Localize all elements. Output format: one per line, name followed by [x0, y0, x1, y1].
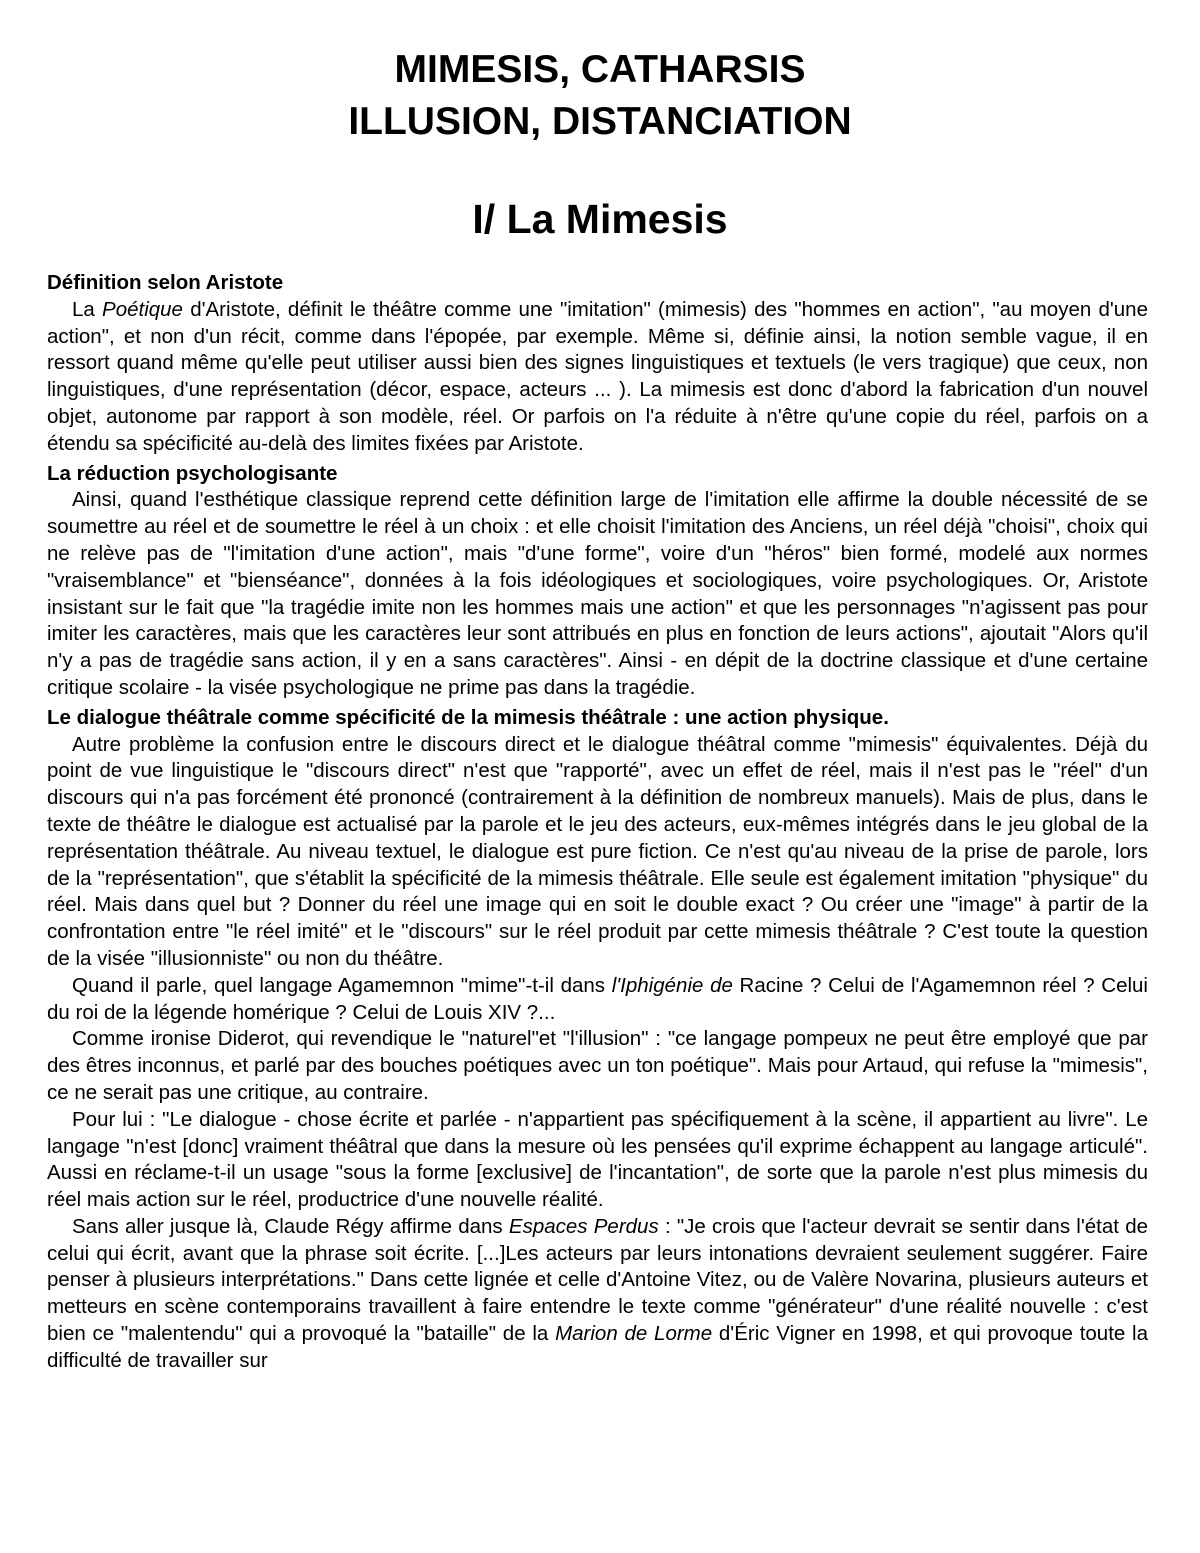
body-paragraph — [47, 1214, 1148, 1375]
paragraph-text: Pour lui : "Le dialogue - chose écrite et parlée - n'appartient pas spécifiquement à la scène, il appartient au livre". Le langage "n'est [donc] vraiment théâtral que dans la mesure où les pensées qu'il exprime échappent au langage articulé". Aussi en réclame-t-il un usage "sous la forme [exclusive] de l'incantation", de sorte que la parole n'est plus mimesis du réel mais action sur le réel, productrice d'une nouvelle réalité. — [47, 1107, 1148, 1212]
italic-title-text: Espaces Perdus — [508, 1214, 659, 1238]
title-line-2: ILLUSION, DISTANCIATION — [348, 100, 852, 143]
italic-title-text: l'Iphigénie de — [611, 973, 733, 997]
section-title: I/ La Mimesis — [472, 196, 728, 242]
subsection-heading: Définition selon Aristote — [47, 271, 284, 294]
subsection-heading: Le dialogue théâtrale comme spécificité de la mimesis théâtrale : une action physique. — [47, 705, 889, 729]
title-line-1: MIMESIS, CATHARSIS — [394, 48, 806, 91]
body-paragraph — [47, 1107, 1148, 1214]
body-paragraph — [47, 732, 1148, 973]
subsection-heading: La réduction psychologisante — [47, 461, 338, 485]
paragraph-text: : "Je crois que l'acteur devrait se sentir dans l'état de celui qui écrit, avant que la phrase soit écrite. [...]Les acteurs par leurs intonations devraient seulement suggérer. Faire penser à plusieurs interprétations." Dans cette lignée et celle d'Antoine Vitez, ou de Valère Novarina, plusieurs auteurs et metteurs en scène contemporains travaillent à faire entendre le texte comme "générateur" d'une réalité nouvelle : c'est bien ce "malentendu" qui a provoqué la "bataille" de la — [47, 1214, 1148, 1346]
paragraph-text: d'Aristote, définit le théâtre comme une "imitation" (mimesis) des "hommes en action", "au moyen d'une action", et non d'un récit, comme dans l'épopée, par exemple. Même si, définie ainsi, la notion semble vague, il en ressort quand même qu'elle peut utiliser aussi bien des signes linguistiques et textuels (le vers tragique) que ceux, non linguistiques, d'une représentation (décor, espace, acteurs ... ). La mimesis est donc d'abord la fabrication d'un nouvel objet, autonome par rapport à son modèle, réel. Or parfois on l'a réduite à n'être qu'une copie du réel, parfois on a étendu sa spécificité au-delà des limites fixées par Aristote. — [47, 297, 1148, 455]
paragraph-text: Comme ironise Diderot, qui revendique le "naturel"et "l'illusion" : "ce langage pompeux ne peut être employé que par des êtres inconnus, et parlé par des bouches poétiques avec un ton poétique". Mais pour Artaud, qui refuse la "mimesis", ce ne serait pas une critique, au contraire. — [47, 1027, 1148, 1104]
document-body — [47, 270, 1148, 1378]
paragraph-text: Sans aller jusque là, Claude Régy affirme dans — [72, 1214, 509, 1238]
body-paragraph — [47, 973, 1148, 1027]
body-paragraph — [47, 487, 1148, 701]
body-paragraph — [47, 1026, 1148, 1106]
document-title — [0, 44, 1200, 148]
paragraph-text: Ainsi, quand l'esthétique classique reprend cette définition large de l'imitation elle affirme la double nécessité de se soumettre au réel et de soumettre le réel à un choix : et elle choisit l'imitation des Anciens, un réel déjà "choisi", choix qui ne relève pas de "l'imitation d'une action", mais "d'une forme", voire d'un "héros" bien formé, modelé aux normes "vraisemblance" et "bienséance", données à la fois idéologiques et sociologiques, voire psychologiques. Or, Aristote insistant sur le fait que "la tragédie imite non les hommes mais une action" et que les personnages "n'agissent pas pour imiter les caractères, mais que les caractères leur sont attribués en plus en fonction de leurs actions", ajoutait "Alors qu'il n'y a pas de tragédie sans action, il y en a sans caractères". Ainsi - en dépit de la doctrine classique et d'une certaine critique scolaire - la visée psychologique ne prime pas dans la tragédie. — [47, 488, 1148, 699]
paragraph-text: Autre problème la confusion entre le discours direct et le dialogue théâtral comme "mimesis" équivalentes. Déjà du point de vue linguistique le "discours direct" n'est que "rapporté", avec un effet de réel, mais il n'est pas le "réel" d'un discours qui n'a pas forcément été prononcé (contrairement à la définition de nombreux manuels). Mais de plus, dans le texte de théâtre le dialogue est actualisé par la parole et le jeu des acteurs, eux-mêmes intégrés dans le jeu global de la représentation théâtrale. Au niveau textuel, le dialogue est pure fiction. Ce n'est qu'au niveau de la prise de parole, lors de la "représentation", que s'établit la spécificité de la mimesis théâtrale. Elle seule est également imitation "physique" du réel. Mais dans quel but ? Donner du réel une image qui en soit le double exact ? Ou créer une "image" à partir de la confrontation entre "le réel imité" et le "discours" sur le réel produit par cette mimesis théâtrale ? C'est toute la question de la visée "illusionniste" ou non du théâtre. — [47, 732, 1148, 970]
body-paragraph — [47, 297, 1148, 458]
paragraph-text: La — [72, 297, 103, 321]
italic-title-text: Marion de Lorme — [555, 1322, 713, 1346]
paragraph-text: Racine ? Celui de l'Agamemnon réel ? Celui du roi de la légende homérique ? Celui de Louis XIV ?... — [47, 973, 1148, 1024]
italic-title-text: Poétique — [102, 297, 183, 321]
paragraph-text: Quand il parle, quel langage Agamemnon "mime"-t-il dans — [72, 973, 612, 997]
paragraph-text: d'Éric Vigner en 1998, et qui provoque toute la difficulté de travailler sur — [47, 1322, 1149, 1372]
